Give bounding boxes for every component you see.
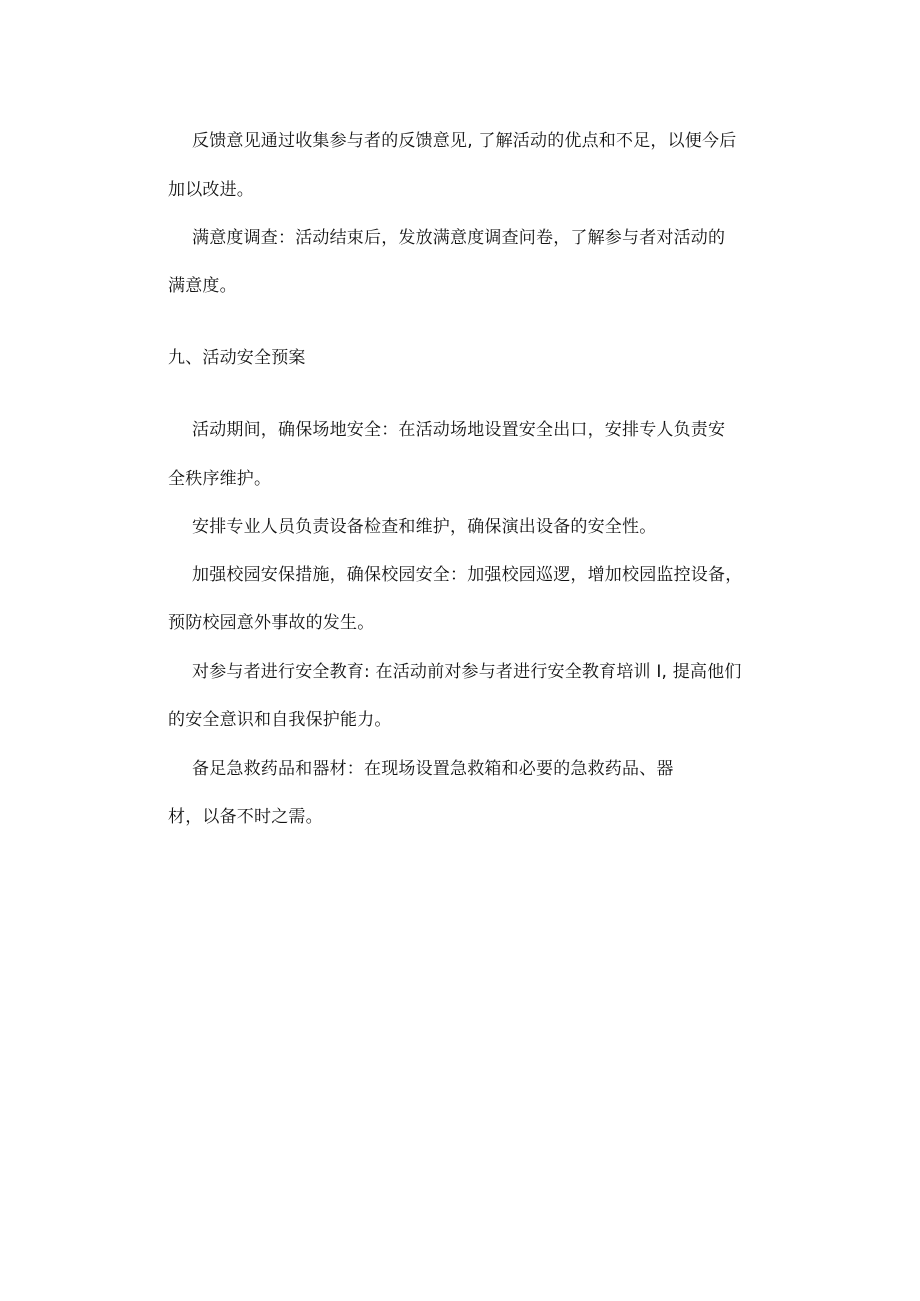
paragraph-venue-safety-line-1: 活动期间，确保场地安全：在活动场地设置安全出口，安排专人负责安	[192, 420, 726, 440]
paragraph-venue-safety-line-2: 全秩序维护。	[168, 469, 272, 489]
paragraph-campus-security-line-2: 预防校园意外事故的发生。	[168, 613, 375, 633]
paragraph-survey-line-2: 满意度。	[168, 276, 237, 296]
paragraph-first-aid-line-1: 备足急救药品和器材：在现场设置急救箱和必要的急救药品、器	[192, 759, 674, 779]
paragraph-feedback-line-1: 反馈意见通过收集参与者的反馈意见, 了解活动的优点和不足，以便今后	[192, 131, 737, 151]
paragraph-survey-line-1: 满意度调查：活动结束后，发放满意度调查问卷，了解参与者对活动的	[192, 228, 726, 248]
paragraph-first-aid-line-2: 材，以备不时之需。	[168, 807, 323, 827]
paragraph-safety-education-line-2: 的安全意识和自我保护能力。	[168, 710, 392, 730]
paragraph-feedback-line-2: 加以改进。	[168, 180, 254, 200]
paragraph-safety-education-line-1: 对参与者进行安全教育: 在活动前对参与者进行安全教育培训 I, 提高他们	[192, 662, 742, 682]
paragraph-equipment-line-1: 安排专业人员负责设备检查和维护，确保演出设备的安全性。	[192, 517, 657, 537]
section-heading: 九、活动安全预案	[168, 348, 306, 368]
paragraph-campus-security-line-1: 加强校园安保措施，确保校园安全：加强校园巡逻，增加校园监控设备，	[192, 565, 743, 585]
